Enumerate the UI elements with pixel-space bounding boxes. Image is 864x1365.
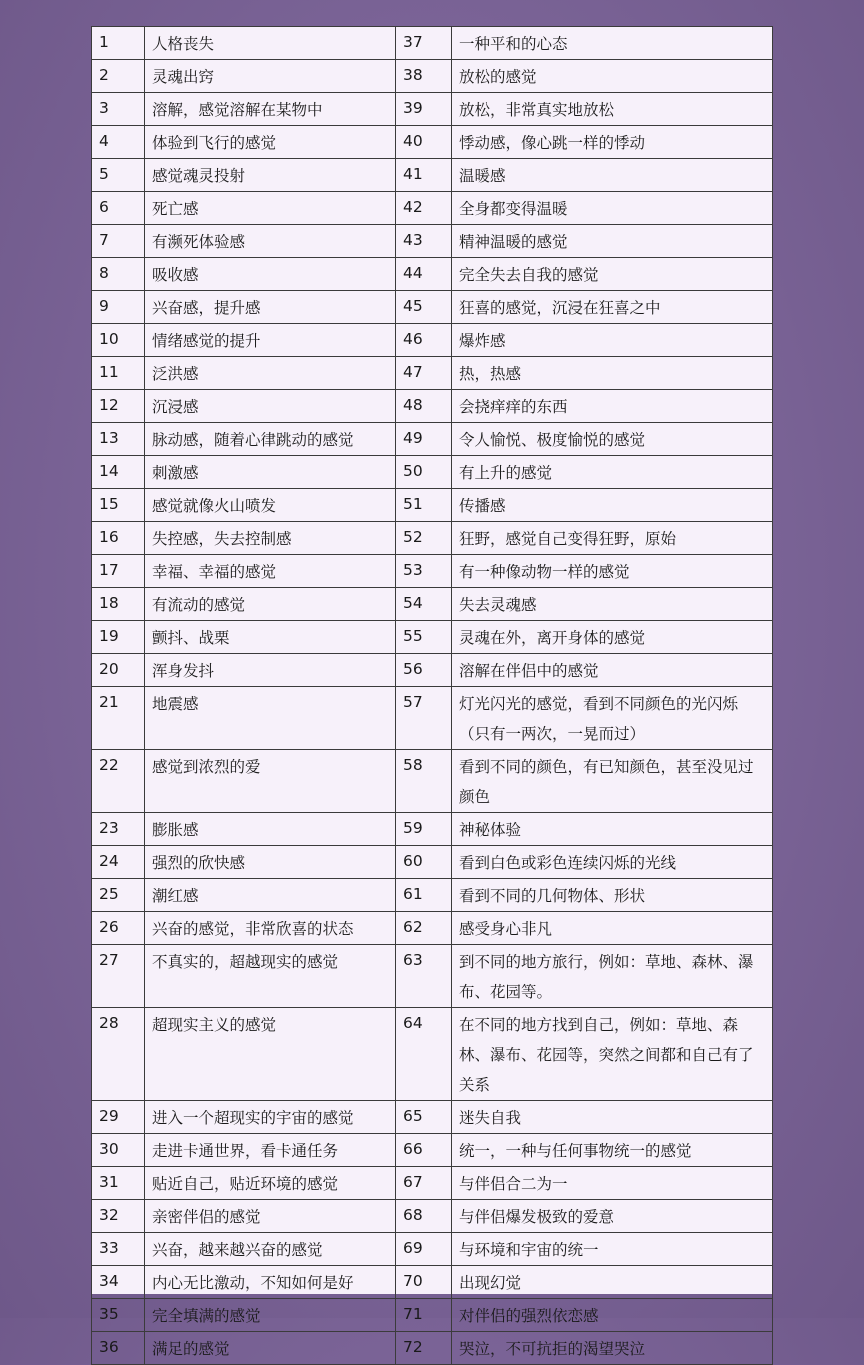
left-sensation-cell: 失控感，失去控制感 bbox=[145, 522, 396, 555]
right-sensation-cell: 迷失自我 bbox=[452, 1101, 773, 1134]
left-sensation-cell: 溶解，感觉溶解在某物中 bbox=[145, 93, 396, 126]
left-sensation-cell: 贴近自己，贴近环境的感觉 bbox=[145, 1167, 396, 1200]
left-sensation-cell: 膨胀感 bbox=[145, 813, 396, 846]
right-sensation-cell: 有一种像动物一样的感觉 bbox=[452, 555, 773, 588]
left-number-cell: 16 bbox=[92, 522, 145, 555]
left-number-cell: 5 bbox=[92, 159, 145, 192]
left-number-cell: 22 bbox=[92, 750, 145, 813]
right-sensation-cell: 精神温暖的感觉 bbox=[452, 225, 773, 258]
right-sensation-cell: 全身都变得温暖 bbox=[452, 192, 773, 225]
right-number-cell: 61 bbox=[396, 879, 452, 912]
right-number-cell: 49 bbox=[396, 423, 452, 456]
table-row bbox=[92, 291, 773, 324]
left-number-cell: 10 bbox=[92, 324, 145, 357]
right-number-cell: 46 bbox=[396, 324, 452, 357]
right-sensation-cell: 出现幻觉 bbox=[452, 1266, 773, 1299]
right-sensation-cell: 令人愉悦、极度愉悦的感觉 bbox=[452, 423, 773, 456]
right-number-cell: 41 bbox=[396, 159, 452, 192]
left-sensation-cell: 满足的感觉 bbox=[145, 1332, 396, 1365]
table-row bbox=[92, 846, 773, 879]
right-number-cell: 51 bbox=[396, 489, 452, 522]
left-number-cell: 13 bbox=[92, 423, 145, 456]
table-row bbox=[92, 654, 773, 687]
right-number-cell: 48 bbox=[396, 390, 452, 423]
right-sensation-cell: 与伴侣合二为一 bbox=[452, 1167, 773, 1200]
table-row bbox=[92, 192, 773, 225]
left-number-cell: 31 bbox=[92, 1167, 145, 1200]
right-sensation-cell: 在不同的地方找到自己，例如：草地、森林、瀑布、花园等，突然之间都和自己有了关系 bbox=[452, 1008, 773, 1101]
table-row bbox=[92, 324, 773, 357]
table-row bbox=[92, 456, 773, 489]
table-row bbox=[92, 621, 773, 654]
left-number-cell: 3 bbox=[92, 93, 145, 126]
left-number-cell: 14 bbox=[92, 456, 145, 489]
right-sensation-cell: 热，热感 bbox=[452, 357, 773, 390]
left-number-cell: 15 bbox=[92, 489, 145, 522]
right-sensation-cell: 哭泣，不可抗拒的渴望哭泣 bbox=[452, 1332, 773, 1365]
left-sensation-cell: 脉动感，随着心律跳动的感觉 bbox=[145, 423, 396, 456]
right-number-cell: 63 bbox=[396, 945, 452, 1008]
left-number-cell: 28 bbox=[92, 1008, 145, 1101]
right-number-cell: 45 bbox=[396, 291, 452, 324]
table-row bbox=[92, 258, 773, 291]
right-number-cell: 59 bbox=[396, 813, 452, 846]
left-number-cell: 23 bbox=[92, 813, 145, 846]
right-sensation-cell: 传播感 bbox=[452, 489, 773, 522]
table-row bbox=[92, 1200, 773, 1233]
table-row bbox=[92, 1101, 773, 1134]
left-number-cell: 8 bbox=[92, 258, 145, 291]
table-row bbox=[92, 555, 773, 588]
right-sensation-cell: 看到不同的几何物体、形状 bbox=[452, 879, 773, 912]
left-sensation-cell: 不真实的，超越现实的感觉 bbox=[145, 945, 396, 1008]
table-row bbox=[92, 93, 773, 126]
right-number-cell: 44 bbox=[396, 258, 452, 291]
left-number-cell: 34 bbox=[92, 1266, 145, 1299]
left-number-cell: 1 bbox=[92, 27, 145, 60]
right-sensation-cell: 会挠痒痒的东西 bbox=[452, 390, 773, 423]
left-sensation-cell: 感觉到浓烈的爱 bbox=[145, 750, 396, 813]
left-sensation-cell: 浑身发抖 bbox=[145, 654, 396, 687]
table-row bbox=[92, 588, 773, 621]
left-sensation-cell: 兴奋感，提升感 bbox=[145, 291, 396, 324]
table-row bbox=[92, 813, 773, 846]
table-row bbox=[92, 1167, 773, 1200]
right-number-cell: 69 bbox=[396, 1233, 452, 1266]
right-sensation-cell: 溶解在伴侣中的感觉 bbox=[452, 654, 773, 687]
right-sensation-cell: 看到白色或彩色连续闪烁的光线 bbox=[452, 846, 773, 879]
table-row bbox=[92, 390, 773, 423]
right-number-cell: 53 bbox=[396, 555, 452, 588]
right-sensation-cell: 有上升的感觉 bbox=[452, 456, 773, 489]
right-number-cell: 42 bbox=[396, 192, 452, 225]
right-number-cell: 70 bbox=[396, 1266, 452, 1299]
table-row bbox=[92, 423, 773, 456]
left-sensation-cell: 地震感 bbox=[145, 687, 396, 750]
left-number-cell: 20 bbox=[92, 654, 145, 687]
left-number-cell: 32 bbox=[92, 1200, 145, 1233]
left-number-cell: 18 bbox=[92, 588, 145, 621]
left-sensation-cell: 走进卡通世界，看卡通任务 bbox=[145, 1134, 396, 1167]
table-row bbox=[92, 879, 773, 912]
left-sensation-cell: 有流动的感觉 bbox=[145, 588, 396, 621]
left-sensation-cell: 进入一个超现实的宇宙的感觉 bbox=[145, 1101, 396, 1134]
left-sensation-cell: 泛洪感 bbox=[145, 357, 396, 390]
left-number-cell: 24 bbox=[92, 846, 145, 879]
right-number-cell: 56 bbox=[396, 654, 452, 687]
left-number-cell: 21 bbox=[92, 687, 145, 750]
table-row bbox=[92, 27, 773, 60]
right-number-cell: 47 bbox=[396, 357, 452, 390]
right-number-cell: 58 bbox=[396, 750, 452, 813]
right-sensation-cell: 看到不同的颜色，有已知颜色，甚至没见过颜色 bbox=[452, 750, 773, 813]
right-number-cell: 62 bbox=[396, 912, 452, 945]
left-sensation-cell: 内心无比激动，不知如何是好 bbox=[145, 1266, 396, 1299]
left-sensation-cell: 幸福、幸福的感觉 bbox=[145, 555, 396, 588]
table-row bbox=[92, 1299, 773, 1332]
left-number-cell: 33 bbox=[92, 1233, 145, 1266]
sensation-table bbox=[91, 26, 773, 1365]
left-number-cell: 17 bbox=[92, 555, 145, 588]
table-row bbox=[92, 687, 773, 750]
left-sensation-cell: 颤抖、战栗 bbox=[145, 621, 396, 654]
table-row bbox=[92, 489, 773, 522]
left-sensation-cell: 强烈的欣快感 bbox=[145, 846, 396, 879]
left-number-cell: 30 bbox=[92, 1134, 145, 1167]
left-sensation-cell: 沉浸感 bbox=[145, 390, 396, 423]
table-row bbox=[92, 126, 773, 159]
right-sensation-cell: 到不同的地方旅行，例如：草地、森林、瀑布、花园等。 bbox=[452, 945, 773, 1008]
left-number-cell: 9 bbox=[92, 291, 145, 324]
right-number-cell: 66 bbox=[396, 1134, 452, 1167]
left-sensation-cell: 有濒死体验感 bbox=[145, 225, 396, 258]
table-body bbox=[92, 27, 773, 1365]
right-sensation-cell: 神秘体验 bbox=[452, 813, 773, 846]
right-number-cell: 68 bbox=[396, 1200, 452, 1233]
sensation-table-sheet bbox=[91, 26, 772, 1358]
right-sensation-cell: 放松，非常真实地放松 bbox=[452, 93, 773, 126]
right-sensation-cell: 灯光闪光的感觉，看到不同颜色的光闪烁（只有一两次，一晃而过） bbox=[452, 687, 773, 750]
right-sensation-cell: 爆炸感 bbox=[452, 324, 773, 357]
right-number-cell: 54 bbox=[396, 588, 452, 621]
left-number-cell: 12 bbox=[92, 390, 145, 423]
right-number-cell: 60 bbox=[396, 846, 452, 879]
right-sensation-cell: 完全失去自我的感觉 bbox=[452, 258, 773, 291]
right-number-cell: 72 bbox=[396, 1332, 452, 1365]
right-number-cell: 55 bbox=[396, 621, 452, 654]
left-sensation-cell: 刺激感 bbox=[145, 456, 396, 489]
left-sensation-cell: 超现实主义的感觉 bbox=[145, 1008, 396, 1101]
table-row bbox=[92, 357, 773, 390]
right-sensation-cell: 失去灵魂感 bbox=[452, 588, 773, 621]
right-number-cell: 71 bbox=[396, 1299, 452, 1332]
left-sensation-cell: 人格丧失 bbox=[145, 27, 396, 60]
left-sensation-cell: 死亡感 bbox=[145, 192, 396, 225]
left-sensation-cell: 灵魂出窍 bbox=[145, 60, 396, 93]
right-sensation-cell: 感受身心非凡 bbox=[452, 912, 773, 945]
left-number-cell: 26 bbox=[92, 912, 145, 945]
left-sensation-cell: 吸收感 bbox=[145, 258, 396, 291]
right-sensation-cell: 对伴侣的强烈依恋感 bbox=[452, 1299, 773, 1332]
table-row bbox=[92, 750, 773, 813]
table-row bbox=[92, 912, 773, 945]
table-row bbox=[92, 1332, 773, 1365]
right-number-cell: 37 bbox=[396, 27, 452, 60]
left-sensation-cell: 完全填满的感觉 bbox=[145, 1299, 396, 1332]
left-sensation-cell: 情绪感觉的提升 bbox=[145, 324, 396, 357]
table-row bbox=[92, 159, 773, 192]
left-sensation-cell: 兴奋的感觉，非常欣喜的状态 bbox=[145, 912, 396, 945]
table-row bbox=[92, 1233, 773, 1266]
left-number-cell: 11 bbox=[92, 357, 145, 390]
right-number-cell: 64 bbox=[396, 1008, 452, 1101]
right-number-cell: 39 bbox=[396, 93, 452, 126]
right-sensation-cell: 狂野，感觉自己变得狂野，原始 bbox=[452, 522, 773, 555]
left-number-cell: 25 bbox=[92, 879, 145, 912]
right-sensation-cell: 狂喜的感觉，沉浸在狂喜之中 bbox=[452, 291, 773, 324]
right-number-cell: 38 bbox=[396, 60, 452, 93]
right-sensation-cell: 放松的感觉 bbox=[452, 60, 773, 93]
right-number-cell: 67 bbox=[396, 1167, 452, 1200]
table-row bbox=[92, 60, 773, 93]
right-sensation-cell: 与环境和宇宙的统一 bbox=[452, 1233, 773, 1266]
table-row bbox=[92, 225, 773, 258]
left-sensation-cell: 感觉魂灵投射 bbox=[145, 159, 396, 192]
right-sensation-cell: 与伴侣爆发极致的爱意 bbox=[452, 1200, 773, 1233]
left-number-cell: 2 bbox=[92, 60, 145, 93]
left-number-cell: 36 bbox=[92, 1332, 145, 1365]
right-sensation-cell: 一种平和的心态 bbox=[452, 27, 773, 60]
left-sensation-cell: 体验到飞行的感觉 bbox=[145, 126, 396, 159]
table-row bbox=[92, 1008, 773, 1101]
right-sensation-cell: 统一，一种与任何事物统一的感觉 bbox=[452, 1134, 773, 1167]
left-number-cell: 6 bbox=[92, 192, 145, 225]
left-number-cell: 29 bbox=[92, 1101, 145, 1134]
right-number-cell: 43 bbox=[396, 225, 452, 258]
left-number-cell: 35 bbox=[92, 1299, 145, 1332]
right-sensation-cell: 温暖感 bbox=[452, 159, 773, 192]
right-number-cell: 50 bbox=[396, 456, 452, 489]
left-number-cell: 19 bbox=[92, 621, 145, 654]
right-sensation-cell: 悸动感，像心跳一样的悸动 bbox=[452, 126, 773, 159]
left-number-cell: 7 bbox=[92, 225, 145, 258]
left-sensation-cell: 兴奋，越来越兴奋的感觉 bbox=[145, 1233, 396, 1266]
table-row bbox=[92, 1134, 773, 1167]
left-sensation-cell: 潮红感 bbox=[145, 879, 396, 912]
right-number-cell: 40 bbox=[396, 126, 452, 159]
table-row bbox=[92, 522, 773, 555]
right-sensation-cell: 灵魂在外，离开身体的感觉 bbox=[452, 621, 773, 654]
right-number-cell: 52 bbox=[396, 522, 452, 555]
table-row bbox=[92, 1266, 773, 1299]
right-number-cell: 57 bbox=[396, 687, 452, 750]
left-sensation-cell: 亲密伴侣的感觉 bbox=[145, 1200, 396, 1233]
left-sensation-cell: 感觉就像火山喷发 bbox=[145, 489, 396, 522]
left-number-cell: 27 bbox=[92, 945, 145, 1008]
table-row bbox=[92, 945, 773, 1008]
left-number-cell: 4 bbox=[92, 126, 145, 159]
right-number-cell: 65 bbox=[396, 1101, 452, 1134]
